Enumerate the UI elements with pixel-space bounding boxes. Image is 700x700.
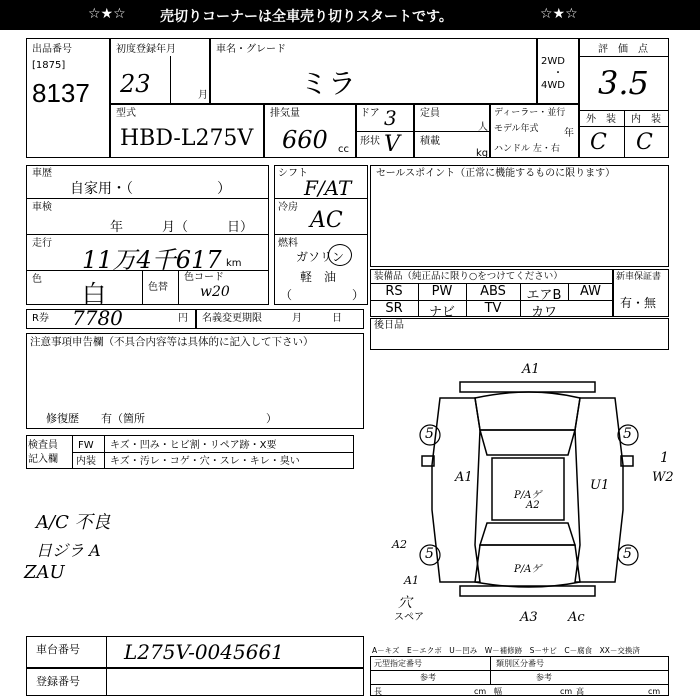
displacement-unit: cc (338, 144, 349, 155)
legend-width: 幅 (494, 687, 502, 696)
new-car-warranty-value: 有・無 (620, 296, 657, 310)
mark-ac-bottom: Ac (568, 610, 585, 625)
equip-rs: RS (385, 284, 403, 299)
color-change-label: 色替 (148, 282, 168, 293)
load-label: 積載 (420, 136, 440, 147)
mark-a1-left: A1 (455, 470, 473, 485)
capacity-unit-people: 人 (478, 122, 488, 133)
registration-label: 登録番号 (36, 675, 80, 688)
chassis-value: L275V-0045661 (124, 640, 284, 664)
deadline-label: 名義変更期限 (202, 313, 262, 324)
chassis-label: 車台番号 (36, 643, 80, 656)
recycle-label: R券 (32, 313, 49, 324)
legend-length: 長 (374, 687, 382, 696)
equip-sr: SR (385, 301, 403, 316)
mark-spare: 穴 (398, 595, 412, 611)
banner-stars-left: ☆★☆ (88, 6, 126, 22)
drive-dot: ・ (553, 68, 563, 79)
wheel-rr-mark: 5 (623, 546, 632, 562)
recycle-unit: 円 (178, 313, 188, 324)
equip-tv: TV (484, 301, 502, 316)
mark-pa-front: P/Aゲ (514, 490, 542, 501)
handwritten-note-2: 日ジラ A (36, 541, 101, 560)
equip-abs: ABS (480, 284, 506, 299)
inspection-label: 車検 (32, 202, 52, 213)
mark-a3-bottom: A3 (520, 610, 538, 625)
mark-a2-center: A2 (526, 500, 540, 511)
first-reg-month: 月 (198, 90, 208, 101)
interior-check-items: キズ・汚レ・コゲ・穴・スレ・キレ・臭い (110, 456, 300, 467)
interior-check-label: 内装 (76, 456, 96, 467)
load-unit: kg (476, 148, 489, 159)
fuel-gas: ガソリン (296, 250, 345, 264)
fw-items: キズ・凹み・ヒビ割・リペア跡・X要 (110, 440, 277, 451)
door-value: 3 (384, 106, 397, 130)
shape-value: V (384, 132, 400, 157)
legend-spec2: 類別区分番号 (496, 659, 544, 668)
fuel-diesel: 軽 油 (300, 270, 337, 284)
inspector-label-2: 記入欄 (28, 454, 58, 465)
history-value: 自家用・（ ） (70, 181, 231, 197)
model-value: HBD-L275V (120, 126, 254, 151)
drive-4wd: 4WD (541, 80, 565, 91)
banner-stars-right: ☆★☆ (540, 6, 578, 22)
aircon-value: AC (310, 208, 343, 233)
mark-a2-left: A2 (392, 538, 407, 551)
door-label: ドア (360, 108, 380, 119)
aircon-label: 冷房 (278, 202, 298, 213)
inspection-value: 年 月（ 日） (110, 220, 254, 235)
mark-a1-rear-left: A1 (404, 574, 419, 587)
equipment-label: 装備品（純正品に限り○をつけてください） (374, 271, 563, 282)
model-year-label: モデル年式 (494, 124, 539, 134)
color-code-value: w20 (200, 284, 230, 300)
inspector-label-1: 検査員 (28, 440, 58, 451)
grade-value: 3.5 (598, 64, 649, 102)
interior-grade: C (636, 130, 653, 155)
exterior-grade: C (590, 130, 607, 155)
model-year-suffix: 年 (564, 128, 574, 139)
capacity-label: 定員 (420, 108, 440, 119)
grade-label: 評 価 点 (598, 44, 648, 55)
color-code-label: 色コード (184, 272, 224, 283)
lot-sub: [1875] (32, 60, 66, 71)
shift-label: シフト (278, 168, 308, 179)
mileage-label: 走行 (32, 238, 52, 249)
handwritten-note-1: A/C 不良 (36, 512, 111, 533)
fuel-paren: （ ） (280, 288, 365, 302)
mark-a1-top: A1 (522, 362, 540, 377)
fuel-label: 燃料 (278, 238, 298, 249)
model-label: 型式 (116, 108, 136, 119)
car-name-label: 車名・グレード (216, 44, 286, 55)
equip-navi: ナビ (428, 305, 455, 320)
fuel-circle (328, 244, 352, 266)
wheel-fl-mark: 5 (425, 426, 434, 442)
notes-label: 注意事項申告欄（不具合内容等は具体的に記入して下さい） (30, 336, 314, 348)
shift-value: F/AT (304, 176, 352, 200)
deadline-value: 月 日 (292, 313, 342, 324)
legend-line: A－キズ E－エクボ U－凹み W－補修跡 S－サビ C－腐食 XX－交換済 (372, 646, 640, 655)
color-value: 白 (82, 280, 106, 308)
spare-label: スペア (394, 612, 424, 623)
sales-point-label: セールスポイント（正常に機能するものに限ります） (376, 168, 616, 179)
history-label: 車歴 (32, 168, 52, 179)
legend-cm-2: cm (560, 687, 573, 696)
equip-aw: AW (579, 284, 602, 299)
lot-label: 出品番号 (32, 44, 72, 55)
car-name-value: ミラ (300, 67, 357, 100)
equip-pw: PW (431, 284, 453, 299)
mileage-value: 11万4千617 (82, 246, 222, 274)
handle-label: ハンドル 左・右 (494, 144, 560, 154)
legend-cm-3: cm (648, 687, 661, 696)
exterior-label: 外 装 (586, 114, 616, 125)
mark-pa-rear: P/Aゲ (514, 564, 542, 575)
header-banner (0, 0, 700, 30)
mileage-unit: km (226, 258, 242, 269)
interior-label: 内 装 (631, 114, 661, 125)
shape-label: 形状 (360, 136, 380, 147)
lot-number: 8137 (32, 78, 90, 108)
color-label: 色 (32, 274, 42, 285)
legend-ref1: 参考 (420, 673, 436, 682)
recycle-value: 7780 (72, 306, 123, 330)
fw-label: FW (78, 440, 94, 451)
mark-w2: W2 (652, 470, 674, 485)
sales-point-box (370, 165, 669, 267)
equip-airbag: エアB (526, 288, 562, 303)
wheel-rl-mark: 5 (425, 546, 434, 562)
legend-spec1: 元型指定番号 (374, 659, 422, 668)
wheel-fr-mark: 5 (623, 426, 632, 442)
new-car-warranty-label: 新車保証書 (616, 272, 662, 282)
dealer-label: ディーラー・並行 (494, 108, 566, 118)
first-reg-value: 23 (120, 70, 151, 98)
equip-leather: カワ (530, 305, 557, 320)
displacement-value: 660 (282, 126, 328, 154)
mark-u1-right: U1 (590, 478, 610, 493)
displacement-label: 排気量 (270, 108, 300, 119)
back-display-label: 後日品 (374, 320, 404, 331)
first-reg-label: 初度登録年月 (116, 44, 176, 55)
repair-history: 修復歴 有（箇所 ） (46, 412, 277, 425)
legend-cm-1: cm (474, 687, 487, 696)
back-display-box (370, 318, 669, 350)
handwritten-note-3: ZAU (24, 562, 65, 583)
banner-text: 売切りコーナーは全車売り切りスタートです。 (160, 9, 453, 25)
legend-ref2: 参考 (536, 673, 552, 682)
mark-one: 1 (660, 450, 669, 466)
legend-height: 高 (576, 687, 584, 696)
drive-2wd: 2WD (541, 56, 565, 67)
